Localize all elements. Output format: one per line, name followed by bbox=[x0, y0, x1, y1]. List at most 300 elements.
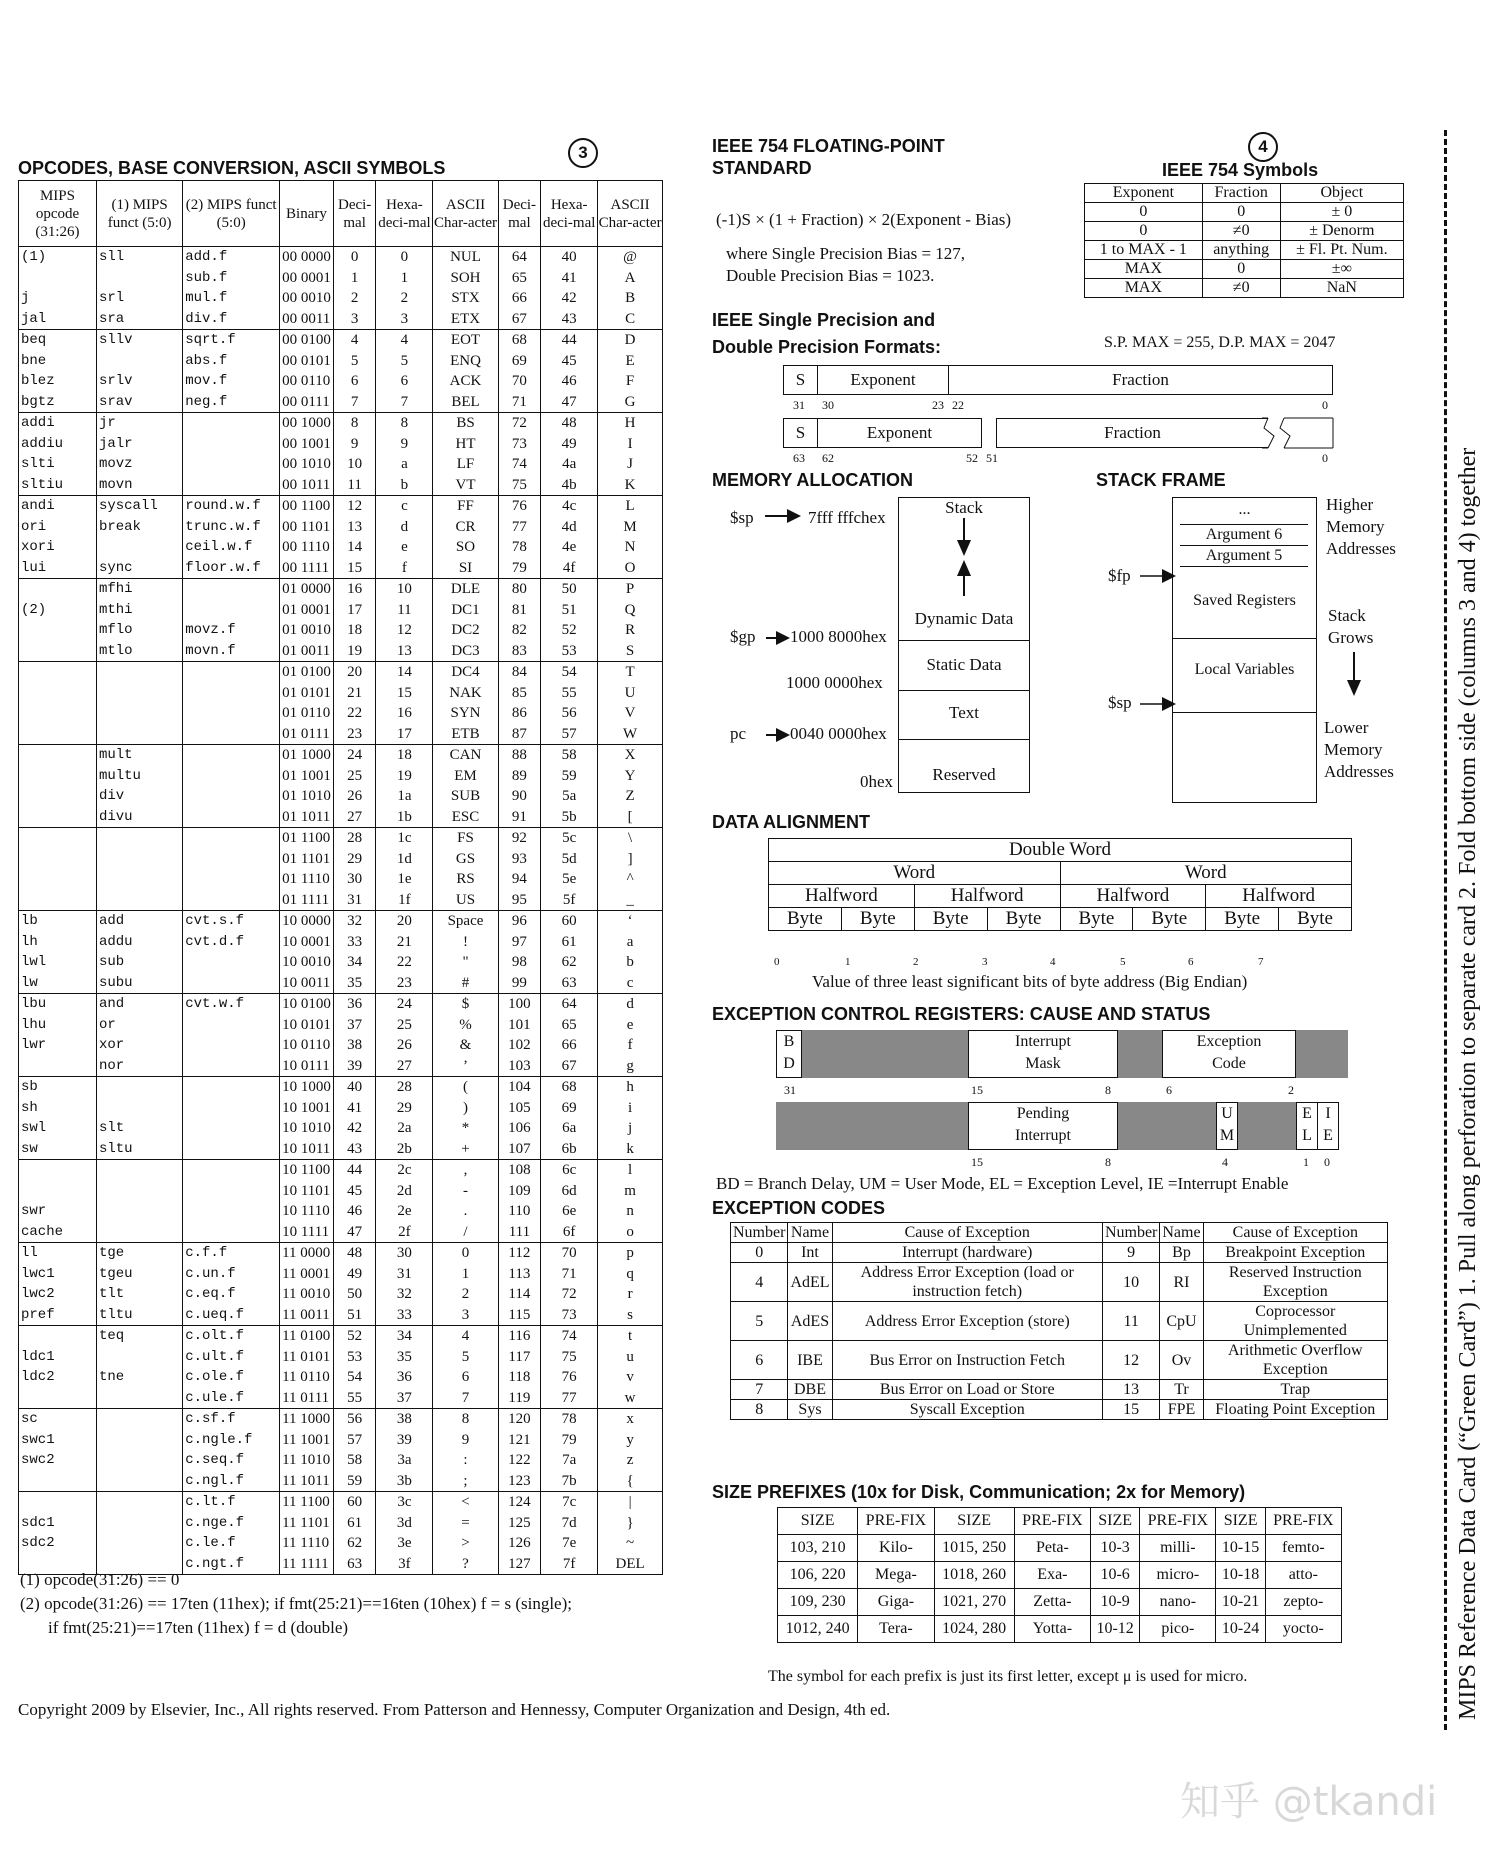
opcode-cell: 10 1110 bbox=[280, 1201, 334, 1222]
opcode-cell: 0 bbox=[433, 1243, 498, 1264]
exception-header-2: Cause of Exception bbox=[832, 1223, 1102, 1243]
opcode-cell: l bbox=[598, 1160, 663, 1181]
opcode-cell: xor bbox=[96, 1035, 182, 1056]
symbols-cell: 1 to MAX - 1 bbox=[1085, 241, 1203, 260]
exception-cell: AdEL bbox=[788, 1263, 832, 1302]
opcode-cell: 27 bbox=[333, 807, 376, 828]
opcode-cell: addiu bbox=[19, 434, 97, 455]
prefix-header-row bbox=[778, 1508, 1342, 1535]
opcode-cell: 10 1101 bbox=[280, 1181, 334, 1202]
opcode-cell: 50 bbox=[541, 579, 598, 600]
table-row bbox=[19, 330, 663, 351]
copyright: Copyright 2009 by Elsevier, Inc., All rights reserved. From Patterson and Hennessy, Computer Organization and Design, 4th ed. bbox=[18, 1700, 891, 1719]
opcode-cell: FS bbox=[433, 828, 498, 849]
opcode-cell bbox=[19, 1388, 97, 1409]
opcode-cell bbox=[19, 745, 97, 766]
opcode-cell bbox=[96, 1160, 182, 1181]
exception-cell: Syscall Exception bbox=[832, 1400, 1102, 1420]
opcode-cell: FF bbox=[433, 496, 498, 517]
exception-cell: Address Error Exception (load or instruction fetch) bbox=[832, 1263, 1102, 1302]
opcode-cell: 7a bbox=[541, 1450, 598, 1471]
opcode-cell: c.ole.f bbox=[183, 1367, 280, 1388]
opcode-cell: addu bbox=[96, 932, 182, 953]
opcode-cell: neg.f bbox=[183, 392, 280, 413]
prefix-cell: pico- bbox=[1140, 1616, 1216, 1643]
opcode-cell: 00 1111 bbox=[280, 558, 334, 579]
opcode-cell: 113 bbox=[498, 1264, 541, 1285]
opcode-cell: 5a bbox=[541, 786, 598, 807]
opcode-cell: 10 1010 bbox=[280, 1118, 334, 1139]
symbols-cell: 0 bbox=[1202, 260, 1280, 279]
exception-cell: 4 bbox=[731, 1263, 788, 1302]
opcode-cell: 81 bbox=[498, 600, 541, 621]
opcode-cell: lw bbox=[19, 973, 97, 994]
table-row bbox=[19, 537, 663, 558]
exception-header-3: Number bbox=[1102, 1223, 1159, 1243]
opcode-cell: sdc1 bbox=[19, 1513, 97, 1534]
opcode-cell: STX bbox=[433, 288, 498, 309]
table-row bbox=[19, 1305, 663, 1326]
opcode-cell: slti bbox=[19, 454, 97, 475]
opcode-cell bbox=[183, 413, 280, 434]
byte-offset: 0 bbox=[774, 956, 780, 968]
opcode-cell bbox=[183, 973, 280, 994]
opcode-cell bbox=[96, 1471, 182, 1492]
higher-memory-2: Memory bbox=[1326, 517, 1385, 536]
halfword-row bbox=[769, 885, 1352, 908]
table-row bbox=[19, 1388, 663, 1409]
opcode-cell: c.ngle.f bbox=[183, 1430, 280, 1451]
opcode-cell bbox=[96, 1513, 182, 1534]
opcode-cell bbox=[183, 1222, 280, 1243]
opcode-header-8: Hexa-deci-mal bbox=[541, 181, 598, 247]
opcode-cell: swr bbox=[19, 1201, 97, 1222]
opcode-cell: mov.f bbox=[183, 371, 280, 392]
exception-cell: Breakpoint Exception bbox=[1203, 1243, 1387, 1263]
stack-local-variables: Local Variables bbox=[1194, 661, 1295, 678]
ieee-symbols-table bbox=[1084, 183, 1404, 298]
opcode-cell: 16 bbox=[376, 703, 433, 724]
opcode-cell: 39 bbox=[333, 1056, 376, 1077]
symbols-cell: NaN bbox=[1280, 279, 1403, 298]
opcode-cell bbox=[96, 683, 182, 704]
opcode-cell: 11 0010 bbox=[280, 1284, 334, 1305]
halfword-cell: Halfword bbox=[769, 885, 915, 908]
opcode-header-6: ASCII Char-acter bbox=[433, 181, 498, 247]
opcode-cell: 1 bbox=[433, 1264, 498, 1285]
table-row bbox=[19, 641, 663, 662]
opcode-cell: 123 bbox=[498, 1471, 541, 1492]
status-bit-15: 15 bbox=[971, 1155, 983, 1169]
opcode-cell: c.ngl.f bbox=[183, 1471, 280, 1492]
opcode-cell: 52 bbox=[541, 620, 598, 641]
table-row bbox=[1085, 222, 1404, 241]
opcode-cell: 26 bbox=[376, 1035, 433, 1056]
memory-reserved-label: Reserved bbox=[932, 765, 996, 784]
opcode-cell: 73 bbox=[541, 1305, 598, 1326]
pc-pointer-label: pc bbox=[730, 724, 747, 743]
sp-address: 7fff fffchex bbox=[808, 508, 886, 527]
opcode-cell: 34 bbox=[333, 952, 376, 973]
opcode-table bbox=[18, 180, 663, 1575]
opcode-cell: 11 0000 bbox=[280, 1243, 334, 1264]
el-2: L bbox=[1302, 1127, 1312, 1144]
opcode-cell: { bbox=[598, 1471, 663, 1492]
opcode-cell: 10 1111 bbox=[280, 1222, 334, 1243]
opcode-cell: f bbox=[376, 558, 433, 579]
opcode-cell: 00 1100 bbox=[280, 496, 334, 517]
opcode-cell: 65 bbox=[498, 268, 541, 289]
opcode-cell: 45 bbox=[333, 1181, 376, 1202]
exception-code-1: Exception bbox=[1196, 1033, 1262, 1050]
opcode-cell: 12 bbox=[376, 620, 433, 641]
opcode-cell: 37 bbox=[376, 1388, 433, 1409]
opcode-cell: L bbox=[598, 496, 663, 517]
opcode-cell: GS bbox=[433, 849, 498, 870]
stack-sp-pointer-label: $sp bbox=[1108, 693, 1132, 712]
opcode-cell: I bbox=[598, 434, 663, 455]
opcode-cell: 7b bbox=[541, 1471, 598, 1492]
opcode-cell: 48 bbox=[541, 413, 598, 434]
table-row bbox=[19, 1430, 663, 1451]
opcode-cell: 10 1000 bbox=[280, 1077, 334, 1098]
opcode-cell: 1c bbox=[376, 828, 433, 849]
table-row bbox=[19, 786, 663, 807]
opcode-cell: 104 bbox=[498, 1077, 541, 1098]
byte-cell: Byte bbox=[914, 908, 987, 931]
opcode-cell: B bbox=[598, 288, 663, 309]
stack-grows-2: Grows bbox=[1328, 628, 1374, 647]
opcode-cell: 58 bbox=[541, 745, 598, 766]
opcode-cell: 69 bbox=[541, 1098, 598, 1119]
opcode-cell: $ bbox=[433, 994, 498, 1015]
opcode-cell: T bbox=[598, 662, 663, 683]
opcode-cell: EM bbox=[433, 766, 498, 787]
opcode-cell: 10 0010 bbox=[280, 952, 334, 973]
opcode-cell: c.eq.f bbox=[183, 1284, 280, 1305]
opcode-cell: b bbox=[598, 952, 663, 973]
dp-bit-51: 51 bbox=[986, 451, 998, 465]
byte-cell: Byte bbox=[1060, 908, 1133, 931]
symbols-header-1: Fraction bbox=[1202, 184, 1280, 203]
prefix-cell: 10-3 bbox=[1091, 1535, 1140, 1562]
opcode-cell: ceil.w.f bbox=[183, 537, 280, 558]
opcode-header-2: (2) MIPS funct (5:0) bbox=[183, 181, 280, 247]
table-row bbox=[19, 268, 663, 289]
pc-address: 0040 0000hex bbox=[790, 724, 887, 743]
opcode-cell: 86 bbox=[498, 703, 541, 724]
byte-offset: 2 bbox=[913, 956, 919, 968]
opcode-cell: 37 bbox=[333, 1015, 376, 1036]
opcode-cell: c.seq.f bbox=[183, 1450, 280, 1471]
opcode-cell bbox=[183, 1201, 280, 1222]
opcode-cell: 7c bbox=[541, 1492, 598, 1513]
symbols-cell: MAX bbox=[1085, 279, 1203, 298]
note-3: if fmt(25:21)==17ten (11hex) f = d (double) bbox=[48, 1618, 349, 1637]
opcode-cell bbox=[19, 703, 97, 724]
opcode-cell: 97 bbox=[498, 932, 541, 953]
opcode-cell: P bbox=[598, 579, 663, 600]
opcode-cell: & bbox=[433, 1035, 498, 1056]
opcode-cell: 17 bbox=[333, 600, 376, 621]
symbols-cell: ≠0 bbox=[1202, 222, 1280, 241]
opcode-cell: 122 bbox=[498, 1450, 541, 1471]
table-row bbox=[1085, 279, 1404, 298]
lower-memory-1: Lower bbox=[1324, 718, 1369, 737]
opcode-cell: sw bbox=[19, 1139, 97, 1160]
opcode-cell: 78 bbox=[498, 537, 541, 558]
symbols-cell: ± 0 bbox=[1280, 203, 1403, 222]
opcode-cell: w bbox=[598, 1388, 663, 1409]
opcode-cell: 28 bbox=[333, 828, 376, 849]
opcode-cell: 10 1011 bbox=[280, 1139, 334, 1160]
symbols-cell: anything bbox=[1202, 241, 1280, 260]
opcode-cell: lb bbox=[19, 911, 97, 932]
opcode-cell: 124 bbox=[498, 1492, 541, 1513]
opcode-cell bbox=[96, 268, 182, 289]
opcode-cell: 2e bbox=[376, 1201, 433, 1222]
table-row bbox=[19, 434, 663, 455]
prefix-cell: Kilo- bbox=[858, 1535, 934, 1562]
table-row bbox=[19, 745, 663, 766]
opcode-cell: 76 bbox=[498, 496, 541, 517]
opcode-cell: k bbox=[598, 1139, 663, 1160]
prefix-cell: 10-9 bbox=[1091, 1589, 1140, 1616]
opcode-cell: 11 1000 bbox=[280, 1409, 334, 1430]
opcode-cell: 121 bbox=[498, 1430, 541, 1451]
opcode-cell: 55 bbox=[541, 683, 598, 704]
opcode-cell bbox=[183, 952, 280, 973]
opcode-cell: 6d bbox=[541, 1181, 598, 1202]
opcode-cell: 10 0110 bbox=[280, 1035, 334, 1056]
opcode-cell bbox=[19, 1471, 97, 1492]
cause-bd-text: B D bbox=[783, 1033, 795, 1072]
byte-cell: Byte bbox=[769, 908, 842, 931]
prefix-header-0: SIZE bbox=[778, 1508, 858, 1535]
opcode-cell: 2 bbox=[433, 1284, 498, 1305]
table-row bbox=[19, 869, 663, 890]
opcode-cell: 3d bbox=[376, 1513, 433, 1534]
opcode-cell: 1e bbox=[376, 869, 433, 890]
opcode-cell: round.w.f bbox=[183, 496, 280, 517]
opcode-cell bbox=[183, 1160, 280, 1181]
opcode-cell: 42 bbox=[333, 1118, 376, 1139]
opcode-cell: 10 0011 bbox=[280, 973, 334, 994]
opcode-cell: : bbox=[433, 1450, 498, 1471]
opcode-cell: 41 bbox=[541, 268, 598, 289]
opcode-cell: q bbox=[598, 1264, 663, 1285]
opcode-cell: 100 bbox=[498, 994, 541, 1015]
lower-memory-2: Memory bbox=[1324, 740, 1383, 759]
opcode-cell: 1 bbox=[333, 268, 376, 289]
opcode-cell bbox=[96, 703, 182, 724]
opcode-cell: 01 0001 bbox=[280, 600, 334, 621]
opcode-cell: f bbox=[598, 1035, 663, 1056]
prefix-header-3: PRE-FIX bbox=[1014, 1508, 1090, 1535]
opcode-cell: K bbox=[598, 475, 663, 496]
exception-cell: 10 bbox=[1102, 1263, 1159, 1302]
opcode-cell: 00 1010 bbox=[280, 454, 334, 475]
opcode-cell: lh bbox=[19, 932, 97, 953]
opcode-cell: 35 bbox=[376, 1347, 433, 1368]
opcode-cell: 72 bbox=[498, 413, 541, 434]
opcode-cell: 1a bbox=[376, 786, 433, 807]
opcode-cell: 4e bbox=[541, 537, 598, 558]
opcode-cell bbox=[183, 724, 280, 745]
stack-grows-1: Stack bbox=[1328, 606, 1366, 625]
opcode-cell: 25 bbox=[333, 766, 376, 787]
sp-pointer-arrow bbox=[765, 508, 801, 524]
status-pending-interrupt bbox=[968, 1102, 1118, 1150]
opcode-cell: 00 1001 bbox=[280, 434, 334, 455]
exception-header-5: Cause of Exception bbox=[1203, 1223, 1387, 1243]
table-row bbox=[19, 911, 663, 932]
opcode-cell: 20 bbox=[333, 662, 376, 683]
table-row bbox=[19, 1533, 663, 1554]
ieee-max-note: S.P. MAX = 255, D.P. MAX = 2047 bbox=[1104, 334, 1336, 351]
opcode-cell: 00 0010 bbox=[280, 288, 334, 309]
table-row bbox=[19, 517, 663, 538]
table-row bbox=[731, 1302, 1388, 1341]
opcode-cell bbox=[19, 662, 97, 683]
opcode-cell: sc bbox=[19, 1409, 97, 1430]
opcode-cell: h bbox=[598, 1077, 663, 1098]
opcode-cell: 59 bbox=[333, 1471, 376, 1492]
opcode-cell bbox=[183, 1015, 280, 1036]
opcode-cell: n bbox=[598, 1201, 663, 1222]
opcode-cell: 7f bbox=[541, 1554, 598, 1575]
table-row bbox=[19, 683, 663, 704]
opcode-cell: % bbox=[433, 1015, 498, 1036]
opcode-cell: 89 bbox=[498, 766, 541, 787]
opcode-cell: 01 0000 bbox=[280, 579, 334, 600]
gp-pointer-arrow bbox=[766, 630, 790, 646]
opcode-cell: 11 1010 bbox=[280, 1450, 334, 1471]
opcode-cell bbox=[183, 703, 280, 724]
opcode-cell: 3c bbox=[376, 1492, 433, 1513]
opcode-cell: 6 bbox=[376, 371, 433, 392]
opcode-cell: 01 0011 bbox=[280, 641, 334, 662]
opcode-cell: C bbox=[598, 309, 663, 330]
symbols-header-row bbox=[1085, 184, 1404, 203]
memory-allocation-title: MEMORY ALLOCATION bbox=[712, 470, 913, 490]
opcode-cell: DC3 bbox=[433, 641, 498, 662]
opcode-cell: 31 bbox=[376, 1264, 433, 1285]
prefix-cell: 10-12 bbox=[1091, 1616, 1140, 1643]
sp-bit-22: 22 bbox=[952, 398, 964, 412]
opcode-cell: lui bbox=[19, 558, 97, 579]
opcode-cell: 10 0101 bbox=[280, 1015, 334, 1036]
table-row bbox=[19, 351, 663, 372]
halfword-cell: Halfword bbox=[1206, 885, 1352, 908]
opcode-cell: 110 bbox=[498, 1201, 541, 1222]
opcode-cell: 44 bbox=[541, 330, 598, 351]
opcode-cell: srav bbox=[96, 392, 182, 413]
opcode-header-4: Deci-mal bbox=[333, 181, 376, 247]
exception-cell: RI bbox=[1160, 1263, 1203, 1302]
opcode-cell: 3 bbox=[333, 309, 376, 330]
exception-cell: 15 bbox=[1102, 1400, 1159, 1420]
opcode-cell: U bbox=[598, 683, 663, 704]
byte-offset: 6 bbox=[1188, 956, 1194, 968]
table-row bbox=[19, 662, 663, 683]
prefix-cell: 103, 210 bbox=[778, 1535, 858, 1562]
table-row bbox=[731, 1341, 1388, 1380]
opcode-cell: 01 0110 bbox=[280, 703, 334, 724]
opcode-cell: 24 bbox=[333, 745, 376, 766]
exception-cell: FPE bbox=[1160, 1400, 1203, 1420]
opcode-cell: sdc2 bbox=[19, 1533, 97, 1554]
table-row bbox=[19, 994, 663, 1015]
status-el-field bbox=[1296, 1102, 1318, 1150]
opcode-cell: VT bbox=[433, 475, 498, 496]
byte-row bbox=[769, 908, 1352, 931]
double-word-row bbox=[769, 839, 1352, 862]
higher-memory-1: Higher bbox=[1326, 495, 1374, 514]
opcode-cell: > bbox=[433, 1533, 498, 1554]
opcode-cell: mtlo bbox=[96, 641, 182, 662]
opcode-cell: c.le.f bbox=[183, 1533, 280, 1554]
exception-legend: BD = Branch Delay, UM = User Mode, EL = Exception Level, IE =Interrupt Enable bbox=[716, 1174, 1289, 1193]
opcode-cell: ! bbox=[433, 932, 498, 953]
opcode-cell: A bbox=[598, 268, 663, 289]
opcode-cell: 40 bbox=[541, 247, 598, 268]
table-row bbox=[19, 1492, 663, 1513]
opcode-cell: 46 bbox=[333, 1201, 376, 1222]
prefix-cell: 109, 230 bbox=[778, 1589, 858, 1616]
opcode-cell: 44 bbox=[333, 1160, 376, 1181]
opcode-cell: 62 bbox=[333, 1533, 376, 1554]
opcode-cell: div.f bbox=[183, 309, 280, 330]
opcode-cell: 5e bbox=[541, 869, 598, 890]
formats-title-2: Double Precision Formats: bbox=[712, 337, 942, 357]
opcode-cell: z bbox=[598, 1450, 663, 1471]
opcode-cell: swl bbox=[19, 1118, 97, 1139]
opcode-cell: cache bbox=[19, 1222, 97, 1243]
opcode-cell: 1f bbox=[376, 890, 433, 911]
formats-title-1: IEEE Single Precision and bbox=[712, 310, 936, 330]
table-row bbox=[19, 703, 663, 724]
opcode-cell: c bbox=[376, 496, 433, 517]
opcode-cell: c.ngt.f bbox=[183, 1554, 280, 1575]
opcode-cell: HT bbox=[433, 434, 498, 455]
opcode-cell: 32 bbox=[333, 911, 376, 932]
opcode-cell: 118 bbox=[498, 1367, 541, 1388]
stack-heap-arrows bbox=[948, 518, 980, 598]
opcode-cell: X bbox=[598, 745, 663, 766]
opcode-cell: 58 bbox=[333, 1450, 376, 1471]
opcode-cell: cvt.s.f bbox=[183, 911, 280, 932]
opcode-cell: 91 bbox=[498, 807, 541, 828]
opcode-cell: 7 bbox=[433, 1388, 498, 1409]
table-row bbox=[19, 392, 663, 413]
opcode-cell: sub.f bbox=[183, 268, 280, 289]
opcode-cell: 16 bbox=[333, 579, 376, 600]
prefix-header-6: SIZE bbox=[1216, 1508, 1265, 1535]
prefix-cell: 10-24 bbox=[1216, 1616, 1265, 1643]
opcode-cell: 6 bbox=[433, 1367, 498, 1388]
opcode-cell: 00 1011 bbox=[280, 475, 334, 496]
prefix-cell: 10-21 bbox=[1216, 1589, 1265, 1616]
table-row bbox=[19, 807, 663, 828]
opcode-cell: mult bbox=[96, 745, 182, 766]
opcode-cell: 2a bbox=[376, 1118, 433, 1139]
table-row bbox=[19, 932, 663, 953]
dp-bit-0: 0 bbox=[1322, 451, 1328, 465]
opcode-cell: c.f.f bbox=[183, 1243, 280, 1264]
ieee-title-2: STANDARD bbox=[712, 158, 812, 178]
opcode-cell: a bbox=[376, 454, 433, 475]
